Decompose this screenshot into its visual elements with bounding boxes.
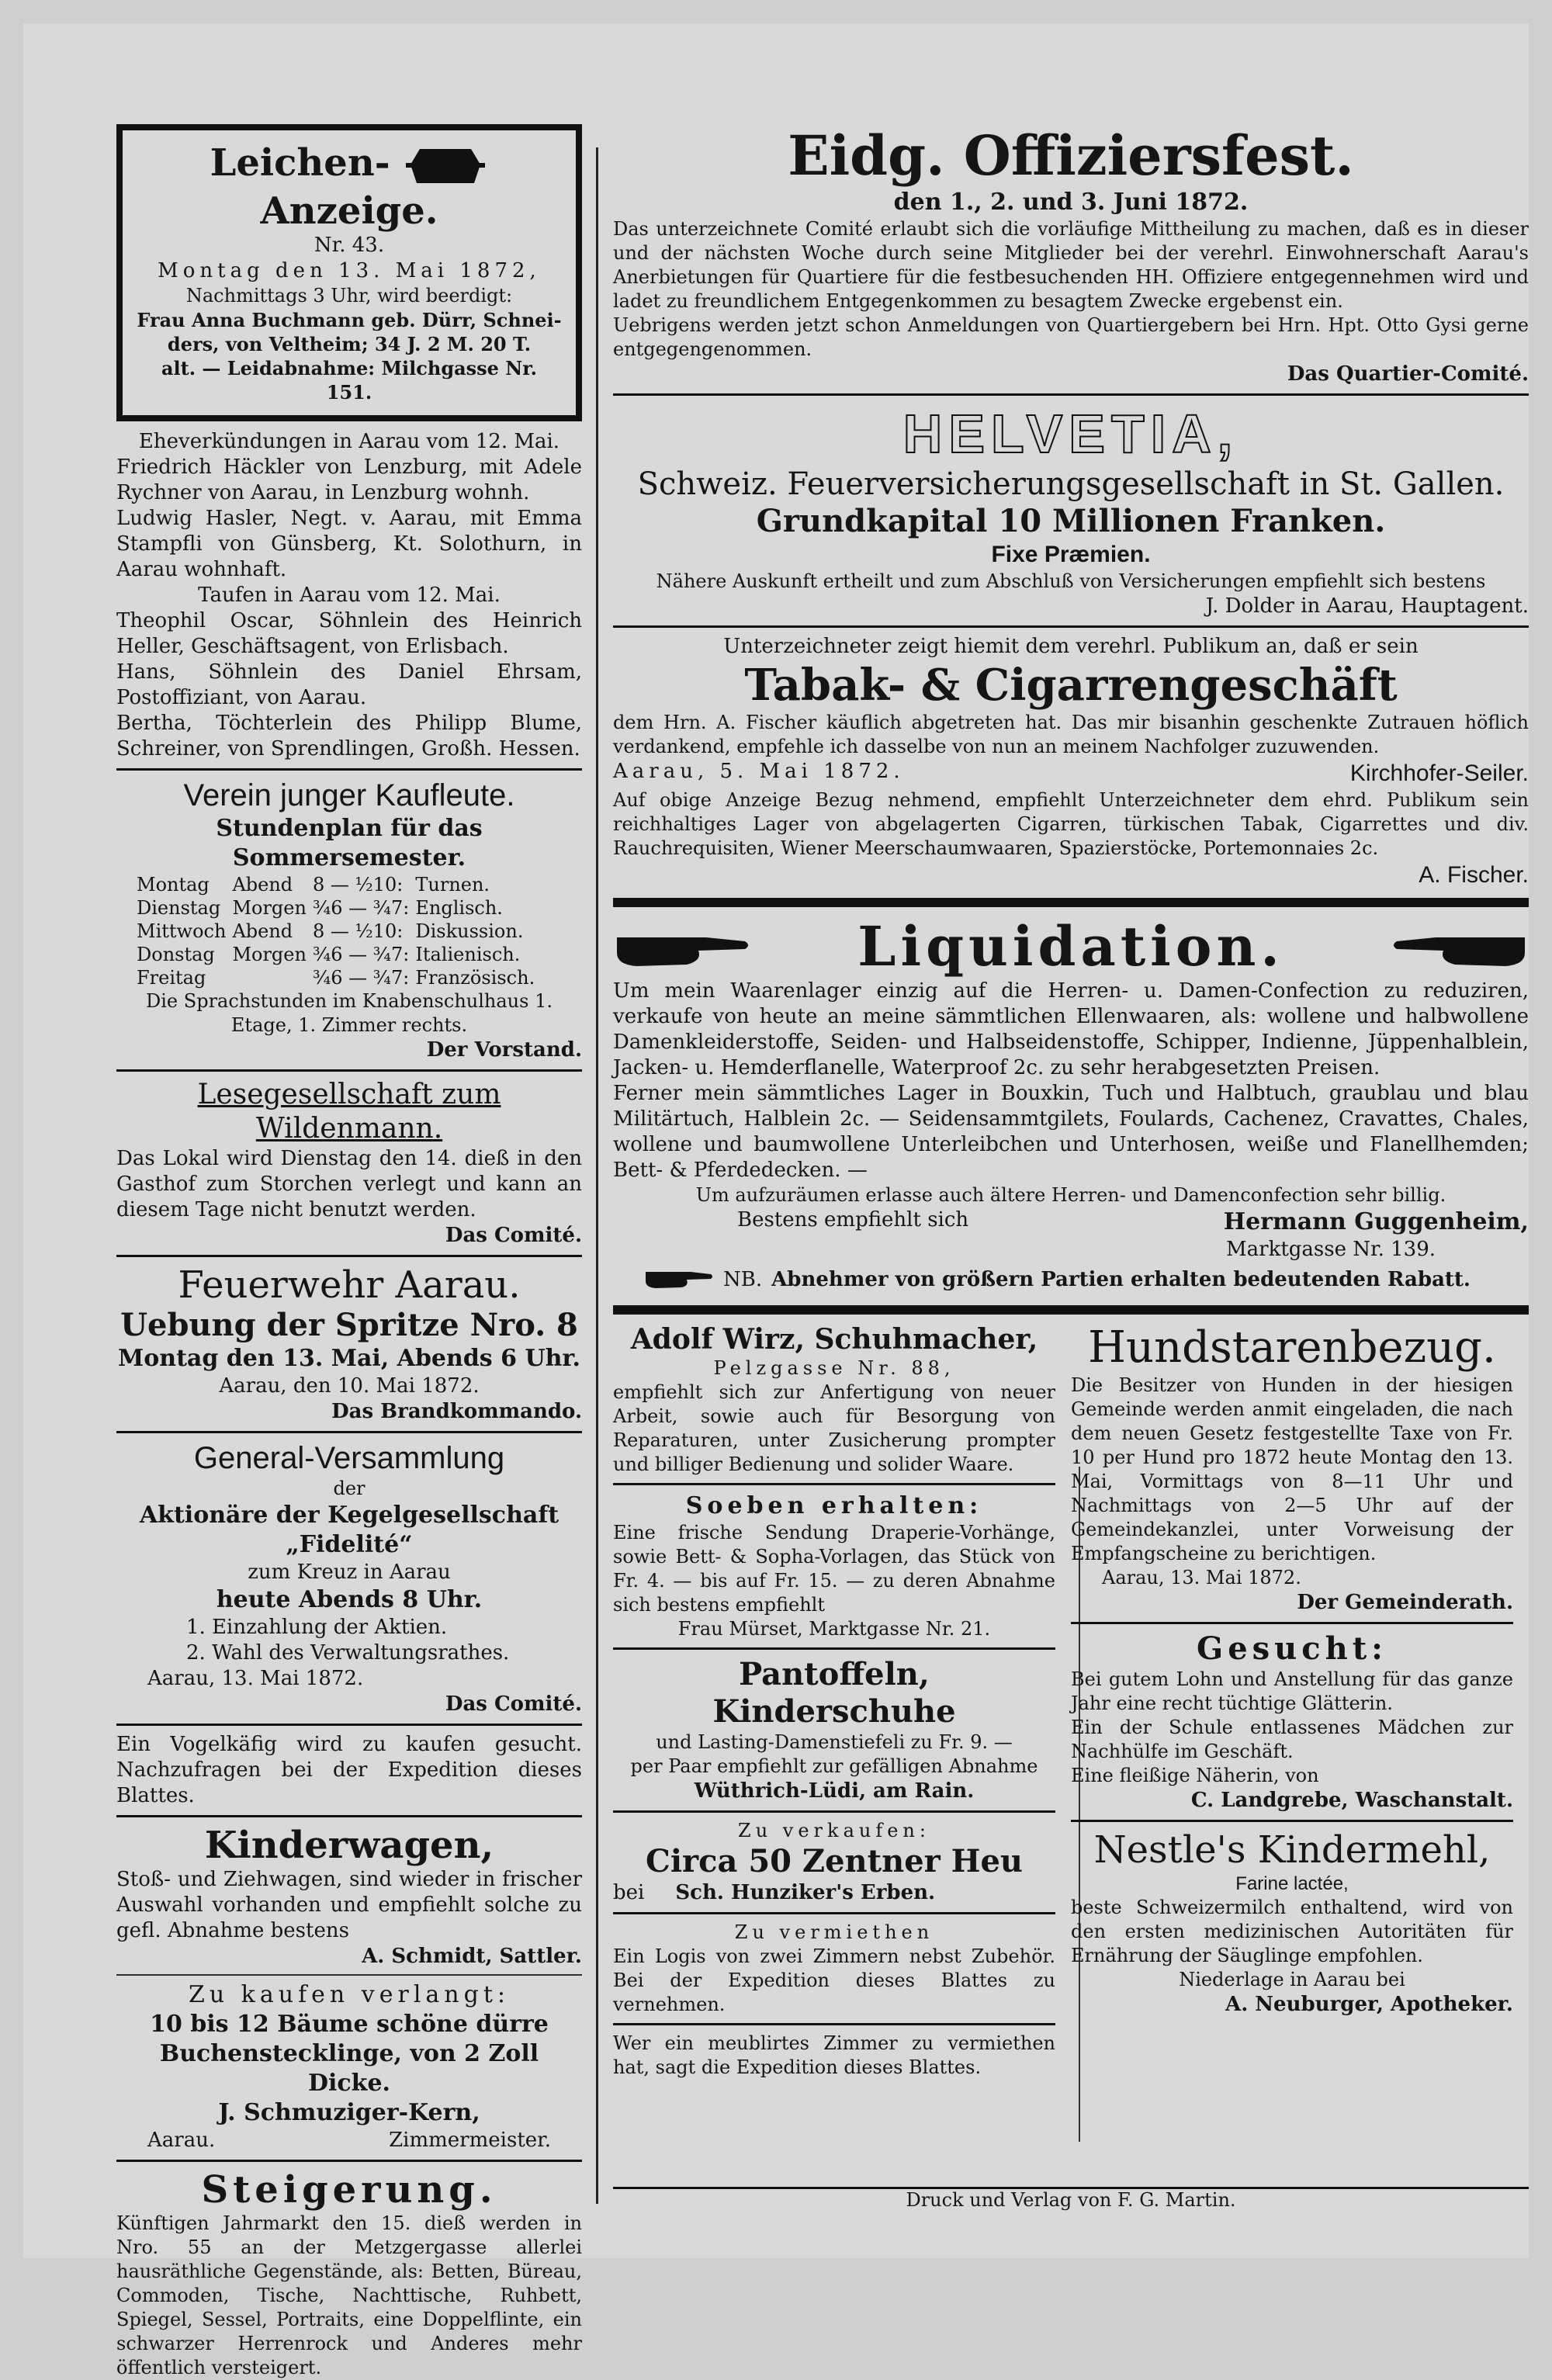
- column-divider: [596, 147, 598, 2204]
- subcolumn-right: [1071, 1322, 1513, 2080]
- general-notice: [116, 1439, 582, 1717]
- helvetia-notice: [613, 402, 1529, 619]
- baeume-place: Aarau.: [147, 2128, 216, 2152]
- heu-sign: Sch. Hunziker's Erben.: [675, 1881, 936, 1904]
- liquidation-text3: Um aufzuräumen erlasse auch ältere Herren- und Damenconfection sehr billig.: [695, 1184, 1446, 1206]
- newspaper-page: [23, 23, 1529, 2378]
- hunde-sign: Der Gemeinderath.: [1297, 1591, 1513, 1614]
- general-title: General-Versammlung: [193, 1440, 505, 1475]
- offiziersfest-notice: [613, 124, 1529, 387]
- kinder-title: Kinderwagen,: [204, 1823, 494, 1867]
- gesucht-text1: Bei gutem Lohn und Anstellung für das ganze Jahr eine recht tüchtige Glätterin.: [1071, 1668, 1513, 1714]
- funeral-line3: alt. — Leidabnahme: Milchgasse Nr. 151.: [161, 356, 538, 404]
- tabak-intro: Unterzeichneter zeigt hiemit dem verehrl. Publikum an, daß er sein: [723, 635, 1419, 658]
- divider: [613, 1483, 1055, 1485]
- gesucht-text3: Eine fleißige Näherin, von: [1071, 1765, 1319, 1786]
- divider: [116, 1974, 582, 1976]
- tabak-text: dem Hrn. A. Fischer käuflich abgetreten hat. Das mir bisanhin geschenkte Zutrauen höflich verdankend, empfehle ich dasselbe von nun an meinem Nachfolger zuzuwenden.: [613, 712, 1529, 757]
- offiziers-sign: Das Quartier-Comité.: [1287, 362, 1529, 386]
- general-item: 2. Wahl des Verwaltungsrathes.: [186, 1640, 510, 1665]
- divider: [613, 1810, 1055, 1813]
- kinder-text: Stoß- und Ziehwagen, sind wieder in frischer Auswahl vorhanden und empfiehlt solche zu gefl. Abnahme bestens: [116, 1867, 582, 1942]
- wirz-addr: Pelzgasse Nr. 88,: [713, 1357, 955, 1379]
- schedule-day: Montag: [137, 873, 210, 896]
- pantoffeln-title: Pantoffeln, Kinderschuhe: [712, 1656, 956, 1730]
- schedule-day: Dienstag: [137, 896, 221, 919]
- schedule-subject: Französisch.: [415, 966, 535, 989]
- civil-heading: Eheverkündungen in Aarau vom 12. Mai.: [138, 429, 560, 453]
- divider: [613, 625, 1529, 628]
- offiziers-date: den 1., 2. und 3. Juni 1872.: [893, 189, 1249, 216]
- tabak-sign2: A. Fischer.: [1419, 862, 1529, 888]
- funeral-line2: ders, von Veltheim; 34 J. 2 M. 20 T.: [167, 332, 532, 355]
- baptism-entry: Theophil Oscar, Söhnlein des Heinrich Heller, Geschäftsagent, von Erlisbach.: [116, 608, 582, 658]
- divider: [613, 1912, 1055, 1914]
- divider: [116, 1431, 582, 1433]
- lese-text: Das Lokal wird Dienstag den 14. dieß in den Gasthof zum Storchen verlegt und kann an diesem Tage nicht benutzt werden.: [116, 1146, 582, 1221]
- funeral-title-right: Anzeige.: [260, 189, 438, 233]
- offiziers-title: Eidg. Offiziersfest.: [788, 123, 1354, 188]
- general-line1: Aktionäre der Kegelgesellschaft „Fidelité“: [139, 1501, 559, 1558]
- schedule-hours: 8 — ½10:: [312, 920, 404, 942]
- schedule-subject: Turnen.: [415, 873, 490, 896]
- schedule-hours: ¾6 — ¾7:: [312, 896, 410, 919]
- liquidation-addr: Marktgasse Nr. 139.: [1226, 1238, 1436, 1261]
- nestle-sub: Farine lactée,: [1235, 1873, 1349, 1894]
- steig-title: Steigerung.: [201, 2167, 497, 2212]
- heu-heading: Zu verkaufen:: [738, 1820, 930, 1841]
- subcolumn-left: [613, 1322, 1055, 2080]
- divider: [116, 1069, 582, 1072]
- funeral-number: Nr. 43.: [314, 233, 385, 257]
- tabak-sign1: Kirchhofer-Seiler.: [1349, 760, 1529, 786]
- schedule-time: Morgen: [232, 896, 307, 919]
- verein-sign: Der Vorstand.: [426, 1038, 582, 1062]
- helvetia-agent: J. Dolder in Aarau, Hauptagent.: [1205, 594, 1529, 618]
- wirz-title: Adolf Wirz, Schuhmacher,: [630, 1323, 1038, 1356]
- feuerwehr-notice: [116, 1263, 582, 1425]
- divider: [613, 1305, 1529, 1315]
- funeral-line1: Frau Anna Buchmann geb. Dürr, Schnei-: [137, 308, 562, 331]
- offiziers-text: Das unterzeichnete Comité erlaubt sich die vorläufige Mittheilung zu machen, daß es in dieser und der nächsten Woche durch seine Mitglieder bei der verehrl. Einwohnerschaft Aarau's Anerbietungen für Quartiere für die festbesuchenden HH. Offiziere entgegennehmen wird und ladet zu freundlichem Entgegenkommen zu besagtem Zwecke ergebenst ein.: [613, 218, 1529, 312]
- baeume-line2: Buchenstecklinge, von 2 Zoll Dicke.: [159, 2039, 539, 2097]
- coffin-icon: [403, 143, 488, 189]
- pantoffeln-line2: per Paar empfiehlt zur gefälligen Abnahme: [630, 1755, 1038, 1777]
- helvetia-title: HELVETIA,: [902, 404, 1239, 464]
- schedule-row: [137, 943, 541, 966]
- baeume-sign: J. Schmuziger-Kern,: [218, 2098, 480, 2126]
- liquidation-text: Um mein Waarenlager einzig auf die Herren- u. Damen-Confection zu reduziren, verkaufe von heute an meine sämmtlichen Ellenwaaren, als: wollene und halbwollene Damenkleiderstoffe, Seiden- und Halbseidenstoffe, Schipper, Indienne, Jüppenhalblein, Jacken- u. Hemderflanelle, Waterproof 2c. zu sehr herabgesetzten Preisen.: [613, 979, 1529, 1079]
- steigerung-notice: [116, 2168, 582, 2380]
- hunde-title: Hundstarenbezug.: [1088, 1322, 1496, 1373]
- helvetia-fixe: Fixe Præmien.: [991, 542, 1151, 567]
- pantoffeln-sign: Wüthrich-Lüdi, am Rain.: [694, 1779, 975, 1803]
- divider: [116, 1255, 582, 1257]
- vogel-notice: Ein Vogelkäfig wird zu kaufen gesucht. Nachzufragen bei der Expedition dieses Blattes.: [116, 1732, 582, 1807]
- divider: [116, 768, 582, 771]
- verein-note: Die Sprachstunden im Knabenschulhaus 1. Etage, 1. Zimmer rechts.: [146, 989, 553, 1036]
- nestle-sign: A. Neuburger, Apotheker.: [1225, 1993, 1513, 2016]
- schedule-subject: Englisch.: [415, 896, 503, 919]
- hunde-date: Aarau, 13. Mai 1872.: [1102, 1567, 1301, 1588]
- divider: [613, 2023, 1055, 2025]
- schedule-time: Abend: [232, 873, 293, 896]
- general-sign: Das Comité.: [445, 1692, 582, 1716]
- logis-text: Ein Logis von zwei Zimmern nebst Zubehör. Bei der Expedition dieses Blattes zu vernehmen.: [613, 1945, 1055, 2015]
- gesucht-text2: Ein der Schule entlassenes Mädchen zur Nachhülfe im Geschäft.: [1071, 1717, 1513, 1762]
- left-column: [116, 124, 582, 2380]
- baptism-entry: Hans, Söhnlein des Daniel Ehrsam, Postoffiziant, von Aarau.: [116, 660, 582, 709]
- nestle-text: beste Schweizermilch enthaltend, wird von den ersten medizinischen Autoritäten für Ernährung der Säuglinge empfohlen.: [1071, 1897, 1513, 1966]
- tabak-date: Aarau, 5. Mai 1872.: [613, 760, 905, 783]
- feuer-line1: Uebung der Spritze Nro. 8: [120, 1306, 578, 1343]
- heu-title: Circa 50 Zentner Heu: [646, 1843, 1023, 1879]
- general-date: Aarau, 13. Mai 1872.: [147, 1666, 364, 1690]
- lese-title: Lesegesellschaft zum Wildenmann.: [197, 1078, 501, 1145]
- schedule-day: Donstag: [137, 943, 215, 965]
- schedule-hours: ¾6 — ¾7:: [312, 966, 410, 989]
- schedule-hours: 8 — ½10:: [312, 873, 404, 896]
- schedule-day: Freitag: [137, 966, 206, 989]
- divider: [116, 1724, 582, 1726]
- feuer-sign: Das Brandkommando.: [331, 1399, 582, 1423]
- liquidation-title: Liquidation.: [857, 914, 1284, 979]
- divider: [613, 393, 1529, 396]
- baeume-heading: Zu kaufen verlangt:: [188, 1980, 510, 2008]
- schedule-subject: Diskussion.: [415, 920, 524, 942]
- verein-notice: [116, 777, 582, 1063]
- steig-text: Künftigen Jahrmarkt den 15. dieß werden in Nro. 55 an der Metzgergasse allerlei hausräthliche Gegenstände, als: Betten, Büreau, Commoden, Tische, Nachttische, Ruhbett, Spiegel, Sessel, Portraits, eine Doppelflinte, ein schwarzer Herrenrock und Anderes mehr öffentlich versteigert.: [116, 2212, 582, 2378]
- feuer-title: Feuerwehr Aarau.: [178, 1263, 521, 1307]
- pointing-hand-icon: [644, 1263, 714, 1297]
- hunde-text: Die Besitzer von Hunden in der hiesigen Gemeinde werden anmit eingeladen, die nach dem neuen Gesetz festgestellte Taxe von Fr. 10 per Hund pro 1872 heute Montag den 13. Mai, Vormittags von 8—11 Uhr und Nachmittags von 2—5 Uhr auf der Gemeindekanzlei, unter Vorweisung der Empfangscheine zu berichtigen.: [1071, 1374, 1513, 1564]
- civil-registry: [116, 429, 582, 762]
- funeral-notice: [116, 124, 582, 421]
- baeume-line1: 10 bis 12 Bäume schöne dürre: [150, 2010, 549, 2038]
- lese-notice: [116, 1078, 582, 1249]
- kinderwagen-notice: [116, 1824, 582, 1969]
- lese-sign: Das Comité.: [445, 1223, 582, 1247]
- nestle-title: Nestle's Kindermehl,: [1093, 1828, 1491, 1872]
- tabak-text2: Auf obige Anzeige Bezug nehmend, empfiehlt Unterzeichneter dem ehrd. Publikum sein reichhaltiges Lager von abgelagerten Cigarren, türkischen Tabak, Cigarrettes und div. Rauchrequisiten, Wiener Meerschaumwaaren, Spazierstöcke, Portemonnaies 2c.: [613, 789, 1529, 859]
- baeume-notice: [116, 1980, 582, 2153]
- general-item: 1. Einzahlung der Aktien.: [186, 1615, 448, 1639]
- pointing-hand-right-icon: [613, 918, 753, 975]
- helvetia-subtitle: Schweiz. Feuerversicherungsgesellschaft in St. Gallen.: [637, 466, 1505, 502]
- civil-entry: Ludwig Hasler, Negt. v. Aarau, mit Emma Stampfli von Günsberg, Kt. Solothurn, in Aarau wohnhaft.: [116, 506, 582, 581]
- general-line2: zum Kreuz in Aarau: [248, 1560, 451, 1584]
- draperie-title: Soeben erhalten:: [685, 1492, 983, 1519]
- divider: [116, 2160, 582, 2162]
- footer-imprint: Druck und Verlag von F. G. Martin.: [906, 2189, 1236, 2211]
- schedule-time: Abend: [232, 920, 293, 942]
- liquidation-notice: [613, 915, 1529, 1297]
- funeral-date: Montag den 13. Mai 1872,: [158, 258, 541, 282]
- schedule-subject: Italienisch.: [415, 943, 521, 965]
- liquidation-text2: Ferner mein sämmtliches Lager in Bouxkin, Tuch und Halbtuch, graublau und blau Militärtuch, Halblein 2c. — Seidensammtgilets, Foulards, Cachenez, Cravattes, Chales, wollene und baumwollene Unterleibchen und Unterhosen, weiße und Flanellhemden; Bett- & Pferdedecken. —: [613, 1082, 1529, 1182]
- divider: [613, 1647, 1055, 1650]
- schedule-row: [137, 896, 541, 920]
- divider: [116, 1815, 582, 1817]
- funeral-title-left: Leichen-: [210, 141, 390, 185]
- offiziers-text2: Uebrigens werden jetzt schon Anmeldungen von Quartiergebern bei Hrn. Hpt. Otto Gysi gerne entgegengenommen.: [613, 314, 1529, 360]
- civil-heading: Taufen in Aarau vom 12. Mai.: [198, 583, 501, 607]
- liquidation-empf: Bestens empfiehlt sich: [737, 1208, 969, 1232]
- baeume-role: Zimmermeister.: [389, 2128, 551, 2152]
- nestle-text2: Niederlage in Aarau bei: [1179, 1969, 1405, 1990]
- helvetia-capital: Grundkapital 10 Millionen Franken.: [756, 503, 1386, 539]
- verein-title: Verein junger Kaufleute.: [183, 778, 515, 812]
- heu-bei: bei: [613, 1881, 645, 1904]
- feuer-line2: Montag den 13. Mai, Abends 6 Uhr.: [118, 1344, 580, 1372]
- divider: [1071, 1622, 1513, 1624]
- feuer-line3: Aarau, den 10. Mai 1872.: [219, 1374, 480, 1398]
- schedule-row: [137, 966, 541, 989]
- draperie-sign: Frau Mürset, Marktgasse Nr. 21.: [677, 1618, 991, 1640]
- schedule-table: [137, 873, 541, 989]
- civil-entry: Friedrich Häckler von Lenzburg, mit Adele Rychner von Aarau, in Lenzburg wohnh.: [116, 455, 582, 504]
- logis-heading: Zu vermiethen: [734, 1921, 934, 1943]
- schedule-time: Morgen: [232, 943, 307, 965]
- liquidation-sign: Hermann Guggenheim,: [1223, 1208, 1529, 1235]
- schedule-row: [137, 920, 541, 943]
- helvetia-text: Nähere Auskunft ertheilt und zum Abschluß von Versicherungen empfiehlt sich bestens: [656, 570, 1486, 592]
- baptism-entry: Bertha, Töchterlein des Philipp Blume, Schreiner, von Sprendlingen, Großh. Hessen.: [116, 711, 582, 760]
- general-line3: heute Abends 8 Uhr.: [216, 1585, 483, 1613]
- schedule-hours: ¾6 — ¾7:: [312, 943, 410, 965]
- tabak-notice: [613, 634, 1529, 890]
- gesucht-sign: C. Landgrebe, Waschanstalt.: [1190, 1789, 1513, 1812]
- zimmer-text: Wer ein meublirtes Zimmer zu vermiethen hat, sagt die Expedition dieses Blattes.: [613, 2032, 1055, 2078]
- draperie-text: Eine frische Sendung Draperie-Vorhänge, sowie Bett- & Sopha-Vorlagen, das Stück von Fr. 4. — bis auf Fr. 15. — zu deren Abnahme sich bestens empfiehlt: [613, 1522, 1055, 1616]
- right-column: [613, 124, 1529, 2080]
- tabak-title: Tabak- & Cigarrengeschäft: [744, 660, 1398, 711]
- general-der: der: [333, 1477, 365, 1499]
- kinder-sign: A. Schmidt, Sattler.: [362, 1944, 582, 1968]
- pantoffeln-line1: und Lasting-Damenstiefeli zu Fr. 9. —: [656, 1731, 1013, 1753]
- schedule-row: [137, 873, 541, 896]
- verein-subtitle: Stundenplan für das Sommersemester.: [216, 814, 483, 871]
- wirz-text: empfiehlt sich zur Anfertigung von neuer Arbeit, sowie auch für Besorgung von Reparaturen, unter Zusicherung prompter und billiger Bedienung und solider Waare.: [613, 1381, 1055, 1475]
- nb-text: Abnehmer von größern Partien erhalten bedeutenden Rabatt.: [771, 1268, 1471, 1291]
- nb-label: NB.: [723, 1268, 763, 1291]
- schedule-day: Mittwoch: [137, 920, 227, 942]
- divider: [613, 898, 1529, 907]
- pointing-hand-left-icon: [1389, 918, 1529, 975]
- schedule-time: [232, 966, 313, 989]
- gesucht-title: Gesucht:: [1197, 1630, 1387, 1667]
- divider: [1071, 1820, 1513, 1822]
- funeral-time: Nachmittags 3 Uhr, wird beerdigt:: [185, 284, 513, 307]
